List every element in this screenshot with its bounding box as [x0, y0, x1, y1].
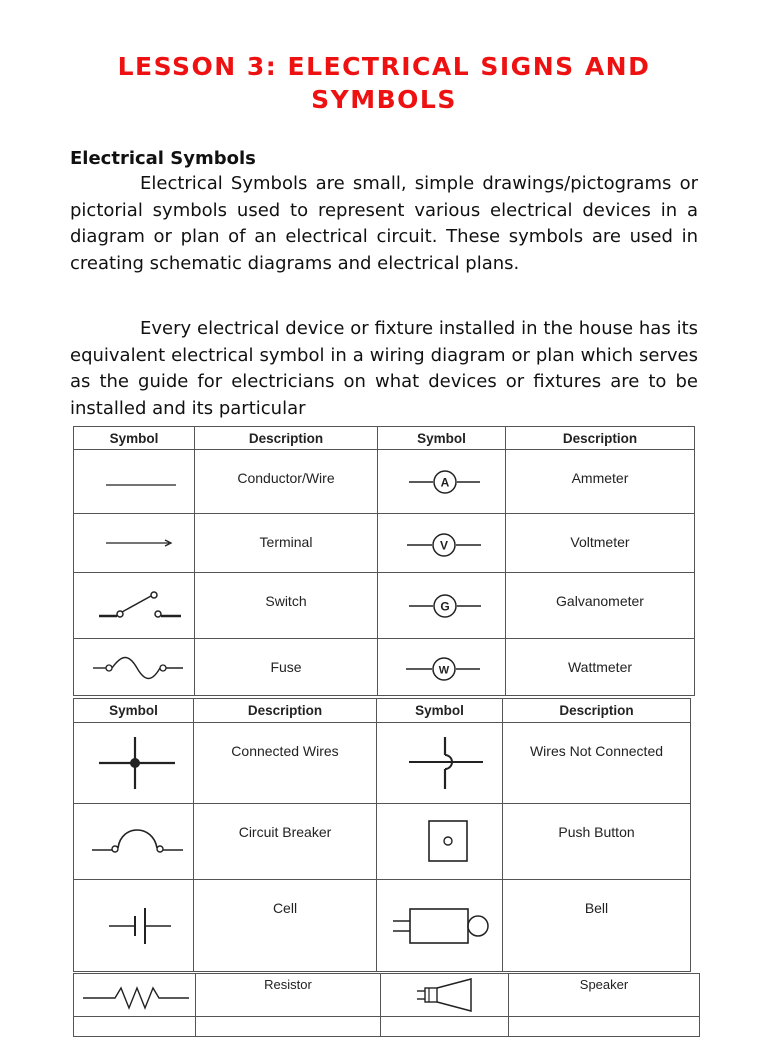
symbol-header: Symbol: [74, 699, 194, 723]
galvanometer-symbol: [378, 573, 506, 639]
conductor-wire-symbol: [74, 450, 195, 514]
table-row: [74, 1017, 700, 1037]
table-row: [74, 723, 691, 804]
fuse-symbol: [74, 639, 195, 696]
conductor-wire-icon: [79, 472, 189, 492]
page-title: LESSON 3: ELECTRICAL SIGNS AND SYMBOLS: [117, 52, 651, 114]
push-button-symbol: [377, 804, 503, 880]
ammeter-icon: [382, 467, 502, 497]
resistor-symbol: [74, 974, 196, 1017]
symbols-table-3: [73, 973, 700, 1037]
table-row: [74, 804, 691, 880]
circuit-breaker-icon: [79, 822, 189, 862]
description-cell: Switch: [195, 573, 378, 639]
table-row: [74, 573, 695, 639]
table-header-row: [74, 699, 691, 723]
connected-wires-symbol: [74, 723, 194, 804]
description-header: Description: [194, 699, 377, 723]
wattmeter-icon: [382, 652, 502, 682]
push-button-icon: [385, 817, 495, 867]
voltmeter-icon: [382, 528, 502, 558]
switch-icon: [79, 586, 189, 626]
description-header: Description: [195, 427, 378, 450]
switch-symbol: [74, 573, 195, 639]
galvanometer-icon: [382, 591, 502, 621]
description-cell: Fuse: [195, 639, 378, 696]
section-heading: Electrical Symbols: [70, 148, 256, 169]
description-cell: Terminal: [195, 514, 378, 573]
symbol-header: Symbol: [74, 427, 195, 450]
table-row: [74, 974, 700, 1017]
terminal-symbol: [74, 514, 195, 573]
table-header-row: [74, 427, 695, 450]
description-cell: Bell: [503, 880, 691, 972]
description-cell: Resistor: [196, 974, 381, 1017]
wires-not-connected-symbol: [377, 723, 503, 804]
intro-paragraph: Electrical Symbols are small, simple drawings/pictograms or pictorial symbols used to represent various electrical devices in a diagram or plan of an electrical circuit. These symbols are used in creating schematic diagrams and electrical plans.: [70, 173, 698, 274]
connected-wires-icon: [79, 733, 189, 793]
symbol-header: Symbol: [378, 427, 506, 450]
fuse-icon: [79, 652, 189, 682]
meter-letter: G: [439, 599, 450, 613]
description-header: Description: [503, 699, 691, 723]
meter-letter: W: [438, 664, 449, 677]
resistor-icon: [77, 980, 193, 1010]
table-row: [74, 514, 695, 573]
bell-symbol: [377, 880, 503, 972]
symbols-table-2: [73, 698, 691, 972]
description-cell: Wattmeter: [506, 639, 695, 696]
description-cell: Connected Wires: [194, 723, 377, 804]
table-row: [74, 450, 695, 514]
description-cell: Galvanometer: [506, 573, 695, 639]
terminal-icon: [79, 533, 189, 553]
meter-letter: V: [439, 538, 448, 553]
description-cell: Conductor/Wire: [195, 450, 378, 514]
meter-letter: A: [440, 475, 449, 489]
second-paragraph: Every electrical device or fixture installed in the house has its equivalent electrical symbol in a wiring diagram or plan which serves as the guide for electricians on what devices or fixtures are to be installed and its particular: [70, 318, 698, 419]
description-header: Description: [506, 427, 695, 450]
circuit-breaker-symbol: [74, 804, 194, 880]
ammeter-symbol: [378, 450, 506, 514]
cell-symbol: [74, 880, 194, 972]
symbol-header: Symbol: [377, 699, 503, 723]
table-row: [74, 639, 695, 696]
description-cell: Circuit Breaker: [194, 804, 377, 880]
speaker-symbol: [381, 974, 509, 1017]
wattmeter-symbol: [378, 639, 506, 696]
description-cell: Speaker: [509, 974, 700, 1017]
bell-icon: [380, 901, 500, 951]
description-cell: Ammeter: [506, 450, 695, 514]
description-cell: Push Button: [503, 804, 691, 880]
wires-not-connected-icon: [385, 733, 495, 793]
table-row: [74, 880, 691, 972]
description-cell: Wires Not Connected: [503, 723, 691, 804]
cell-icon: [79, 906, 189, 946]
description-cell: Voltmeter: [506, 514, 695, 573]
speaker-icon: [385, 977, 505, 1013]
description-cell: Cell: [194, 880, 377, 972]
symbols-table-1: [73, 426, 695, 696]
voltmeter-symbol: [378, 514, 506, 573]
